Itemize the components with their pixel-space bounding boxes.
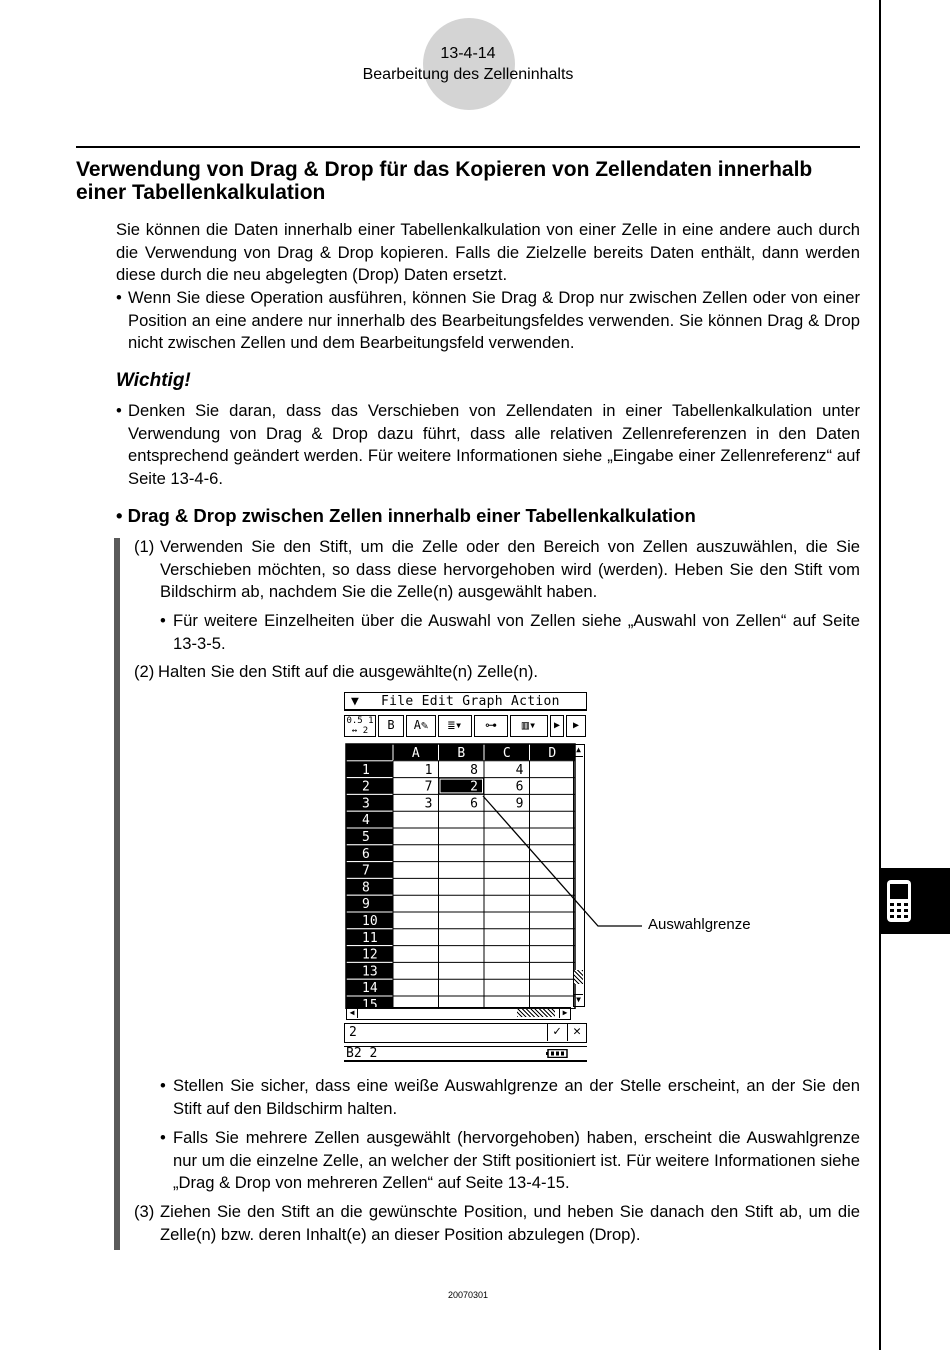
row-header-label: 15 — [362, 998, 378, 1009]
align-icon[interactable]: ≣▾ — [438, 715, 472, 737]
row-header-label: 3 — [362, 796, 370, 812]
row-header-label: 10 — [362, 914, 378, 929]
scroll-down-icon[interactable]: ▼ — [574, 994, 583, 1006]
row-header-label: 11 — [362, 930, 378, 946]
scroll-right-arrow-icon[interactable]: ▶ — [559, 1008, 570, 1018]
callout-label: Auswahlgrenze — [648, 916, 751, 933]
step-1-note-text: Für weitere Einzelheiten über die Auswahl von Zellen siehe „Auswahl von Zellen“ auf Seite 13-3-5. — [173, 611, 860, 653]
cell-value: 4 — [515, 762, 524, 778]
row-header-label: 2 — [362, 779, 370, 795]
menu-chevron-icon[interactable]: ▼ — [351, 694, 359, 709]
row-header-label: 1 — [362, 762, 370, 778]
step-3-number: (3) — [134, 1202, 155, 1221]
scroll-left-arrow-icon[interactable]: ◀ — [347, 1008, 358, 1018]
footer-code: 20070301 — [447, 1290, 489, 1300]
note-after-2-text: Falls Sie mehrere Zellen ausgewählt (hervorgehoben) haben, erscheint die Auswahlgrenze nur um die einzelne Zelle, an welcher der Stift positioniert ist. Für weitere Informationen siehe „Drag & Drop von mehreren Zellen“ auf Seite 13-4-15. — [173, 1128, 860, 1193]
cell-value: 3 — [424, 796, 433, 812]
row-header-label: 5 — [362, 830, 370, 845]
procedure-title: Drag & Drop zwischen Zellen innerhalb einer Tabellenkalkulation — [127, 505, 696, 526]
cancel-icon[interactable]: ✕ — [567, 1024, 586, 1041]
note-after-1-text: Stellen Sie sicher, dass eine weiße Auswahlgrenze an der Stelle erscheint, an der Sie den Stift auf den Bildschirm halten. — [173, 1076, 860, 1118]
row-header-label: 14 — [362, 981, 378, 997]
cell-value: 8 — [470, 762, 478, 778]
scroll-right-icon[interactable]: ▶ — [566, 715, 586, 737]
step-1-note: • Für weitere Einzelheiten über die Auswahl von Zellen siehe „Auswahl von Zellen“ auf Seite 13-3-5. — [160, 610, 860, 655]
note-after-1: • Stellen Sie sicher, dass eine weiße Auswahlgrenze an der Stelle erscheint, an der Sie den Stift auf den Bildschirm halten. — [160, 1075, 860, 1120]
intro-bullet: • Wenn Sie diese Operation ausführen, können Sie Drag & Drop nur zwischen Zellen oder von einer Position an eine andere nur innerhalb des Bearbeitungsfeldes verwenden. Sie können Drag & Drop nicht zwischen Zellen und dem Bearbeitungsfeld verwenden. — [116, 287, 860, 355]
step-1-text: Verwenden Sie den Stift, um die Zelle oder den Bereich von Zellen auszuwählen, die Sie Verschieben möchten, so dass diese hervorgehoben wird (werden). Heben Sie den Stift vom Bildschirm ab, nachdem Sie die Zelle(n) ausgewählt haben. — [160, 537, 860, 602]
cell-value: 6 — [515, 779, 524, 795]
procedure-heading: • Drag & Drop zwischen Zellen innerhalb einer Tabellenkalkulation — [116, 505, 696, 526]
cell-value: 6 — [470, 796, 478, 812]
row-header-label: 9 — [362, 897, 370, 913]
edit-pen-icon[interactable]: A✎ — [406, 715, 436, 737]
important-bullet: • Denken Sie daran, dass das Verschieben von Zellendaten in einer Tabellenkalkulation unter Verwendung von Drag & Drop dazu führt, dass alle relativen Zellenreferenzen in den Daten entsprechend geändert werden. Für weitere Informationen siehe „Eingabe einer Zellenreferenz“ auf Seite 13-4-6. — [116, 400, 860, 491]
intro-bullet-text: Wenn Sie diese Operation ausführen, können Sie Drag & Drop nur zwischen Zellen oder von einer Position an eine andere nur innerhalb des Bearbeitungsfeldes verwenden. Sie können Drag & Drop nicht zwischen Zellen und dem Bearbeitungsfeld verwenden. — [128, 288, 860, 353]
important-title: Wichtig! — [116, 370, 191, 391]
link-icon[interactable]: ⊶ — [474, 715, 508, 737]
status-text: B2 2 — [346, 1046, 378, 1061]
row-header-label: 4 — [362, 813, 370, 829]
page-number: 13-4-14 — [440, 45, 496, 62]
graph-icon[interactable]: ▥▾ — [510, 715, 548, 737]
row-header-label: 13 — [362, 964, 378, 980]
step-1-number: (1) — [134, 537, 155, 556]
fraction-decimal-icon[interactable]: 0.5 1 ↔ 2 — [344, 715, 376, 737]
check-icon[interactable]: ✓ — [547, 1024, 566, 1041]
row-header-label: 7 — [362, 863, 370, 879]
scroll-left-icon[interactable]: ▶ — [550, 715, 564, 737]
page-title: Verwendung von Drag & Drop für das Kopieren von Zellendaten innerhalb einer Tabellenkalkulation — [76, 158, 813, 204]
edit-line-value[interactable]: 2 — [349, 1025, 357, 1040]
row-header-label: 12 — [362, 947, 378, 963]
column-header-label: D — [548, 746, 557, 761]
row-header-label: 6 — [362, 846, 370, 862]
intro-paragraph: Sie können die Daten innerhalb einer Tabellenkalkulation von einer Zelle in eine andere auch durch die Verwendung von Drag & Drop kopieren. Falls die Zielzelle bereits Daten enthält, dann werden diese durch die neu abgelegten (Drop) Daten ersetzt. — [116, 220, 860, 285]
menu-items[interactable]: File Edit Graph Action — [381, 694, 560, 709]
step-2-number: (2) — [134, 662, 155, 681]
note-after-2: • Falls Sie mehrere Zellen ausgewählt (hervorgehoben) haben, erscheint die Auswahlgrenze nur um die einzelne Zelle, an welcher der Stift positioniert ist. Für weitere Informationen siehe „Drag & Drop von mehreren Zellen“ auf Seite 13-4-15. — [160, 1127, 860, 1195]
step-2-text: Halten Sie den Stift auf die ausgewählte(n) Zelle(n). — [158, 662, 539, 681]
section-title: Bearbeitung des Zelleninhalts — [362, 66, 574, 83]
cell-value: 2 — [470, 779, 478, 795]
column-header-label: A — [411, 746, 420, 761]
important-bullet-text: Denken Sie daran, dass das Verschieben von Zellendaten in einer Tabellenkalkulation unter Verwendung von Drag & Drop dazu führt, dass alle relativen Zellenreferenzen in den Daten entsprechend geändert werden. Für weitere Informationen siehe „Eingabe einer Zellenreferenz“ auf Seite 13-4-6. — [128, 401, 860, 489]
cell-value: 7 — [424, 779, 433, 795]
cell-value: 1 — [424, 762, 433, 778]
scroll-up-icon[interactable]: ▲ — [574, 745, 583, 757]
step-3-text: Ziehen Sie den Stift an die gewünschte Position, und heben Sie danach den Stift ab, um die Zelle(n) bzw. deren Inhalt(e) an dieser Position abzulegen (Drop). — [160, 1202, 860, 1244]
cell-value: 9 — [515, 796, 524, 812]
step-3 — [134, 1201, 860, 1246]
row-header-label: 8 — [362, 880, 370, 896]
bold-button[interactable]: B — [378, 715, 404, 737]
column-header-label: C — [502, 746, 511, 761]
column-header-label: B — [457, 746, 466, 761]
